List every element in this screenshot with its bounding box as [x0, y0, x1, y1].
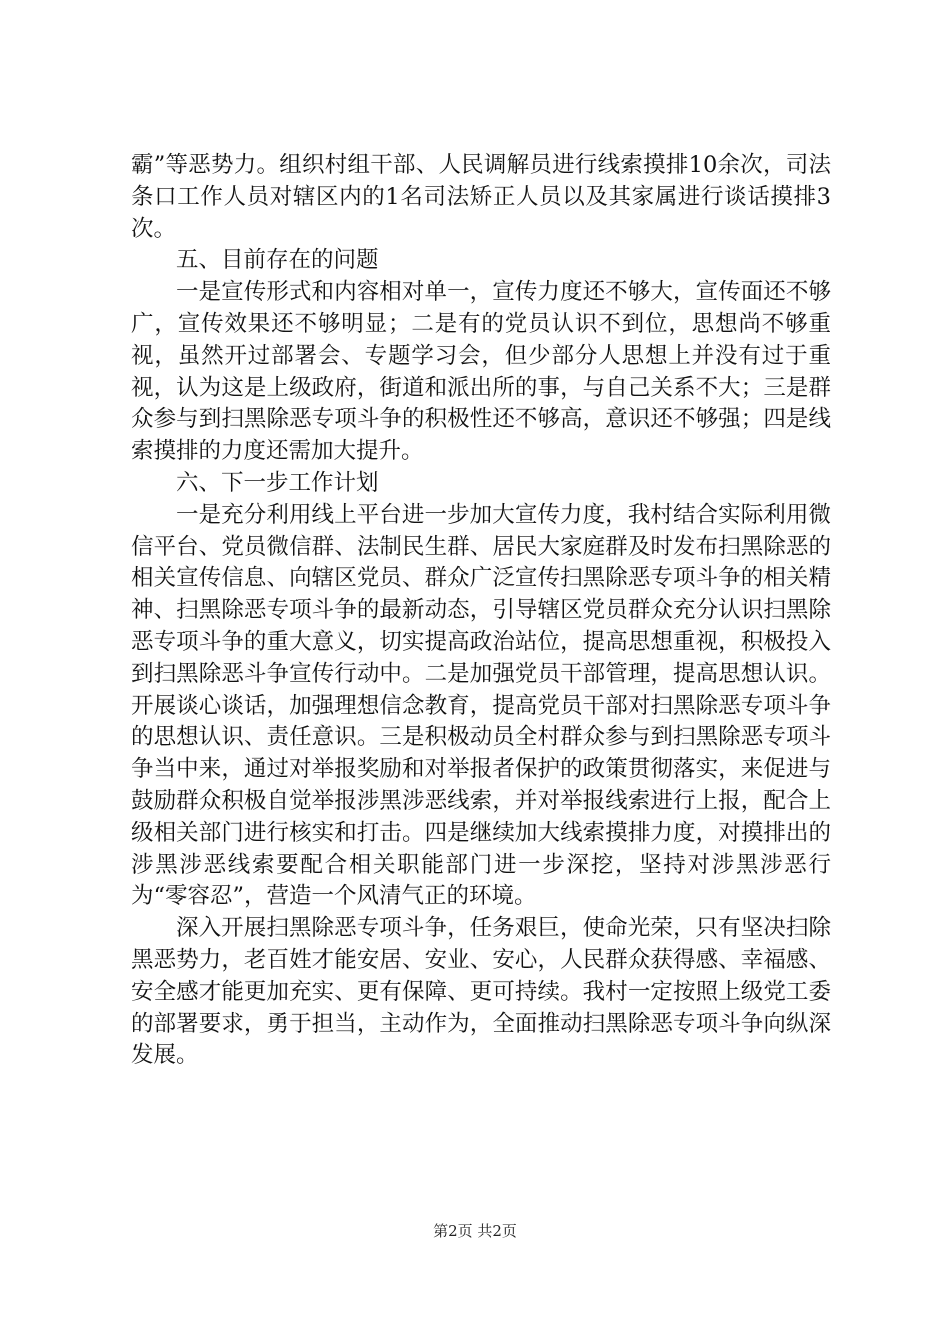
paragraph-problems: 一是宣传形式和内容相对单一，宣传力度还不够大，宣传面还不够广，宣传效果还不够明显；二是有的党员认识不到位，思想尚不够重视，虽然开过部署会、专题学习会，但少部分人思想上并没有过于重视，认为这是上级政府，街道和派出所的事，与自己关系不大；三是群众参与到扫黑除恶专项斗争的积极性还不够高，意识还不够强；四是线索摸排的力度还需加大提升。: [131, 279, 831, 465]
section-heading-problems: 五、目前存在的问题: [176, 247, 379, 274]
paragraph-conclusion: 深入开展扫黑除恶专项斗争，任务艰巨，使命光荣，只有坚决扫除黑恶势力，老百姓才能安居、安业、安心，人民群众获得感、幸福感、安全感才能更加充实、更有保障、更可持续。我村一定按照上级党工委的部署要求，勇于担当，主动作为，全面推动扫黑除恶专项斗争向纵深发展。: [131, 915, 831, 1069]
document-body: [131, 150, 831, 1072]
page-footer: 第2页 共2页: [433, 1222, 517, 1240]
paragraph-next-steps: 一是充分利用线上平台进一步加大宣传力度，我村结合实际利用微信平台、党员微信群、法制民生群、居民大家庭群及时发布扫黑除恶的相关宣传信息、向辖区党员、群众广泛宣传扫黑除恶专项斗争的相关精神、扫黑除恶专项斗争的最新动态，引导辖区党员群众充分认识扫黑除恶专项斗争的重大意义，切实提高政治站位，提高思想重视，积极投入到扫黑除恶斗争宣传行动中。二是加强党员干部管理，提高思想认识。开展谈心谈话，加强理想信念教育，提高党员干部对扫黑除恶专项斗争的思想认识、责任意识。三是积极动员全村群众参与到扫黑除恶专项斗争当中来，通过对举报奖励和对举报者保护的政策贯彻落实，来促进与鼓励群众积极自觉举报涉黑涉恶线索，并对举报线索进行上报，配合上级相关部门进行核实和打击。四是继续加大线索摸排力度，对摸排出的涉黑涉恶线索要配合相关职能部门进一步深挖，坚持对涉黑涉恶行为“零容忍”，营造一个风清气正的环境。: [131, 501, 831, 910]
paragraph-continuation: 霸”等恶势力。组织村组干部、人民调解员进行线索摸排10余次，司法条口工作人员对辖区内的1名司法矫正人员以及其家属进行谈话摸排3次。: [131, 152, 831, 242]
section-heading-next-steps: 六、下一步工作计划: [176, 469, 379, 496]
